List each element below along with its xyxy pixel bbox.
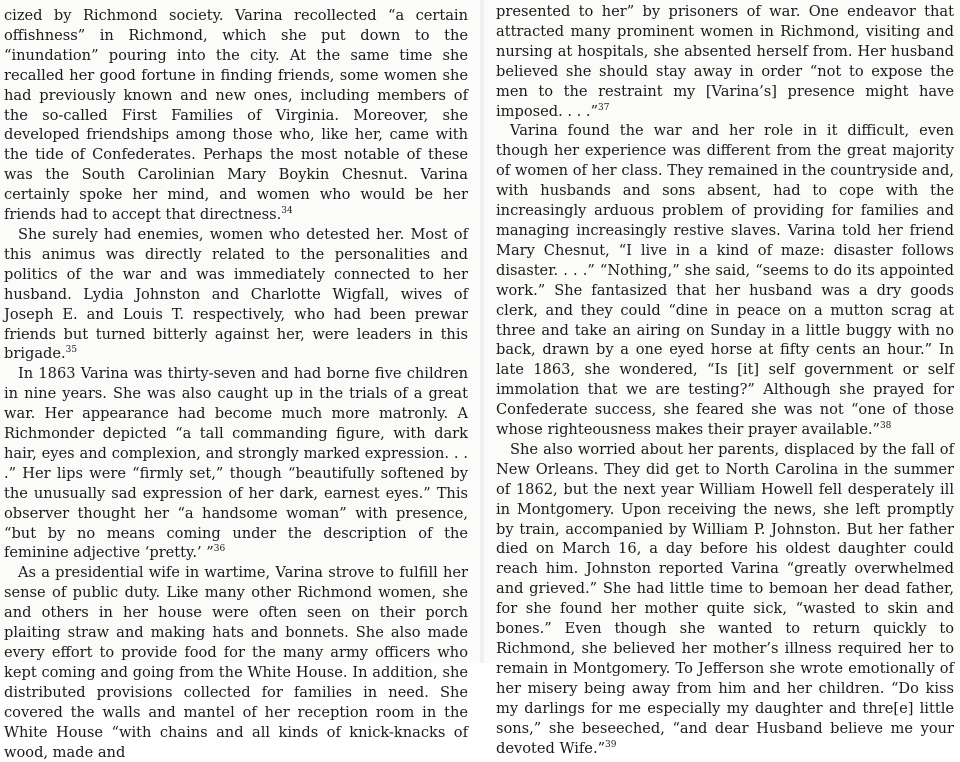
footnote-marker: 39 <box>605 739 617 750</box>
left-page <box>0 0 478 761</box>
book-gutter <box>478 0 486 663</box>
right-page <box>486 0 960 757</box>
footnote-marker: 35 <box>65 345 78 356</box>
footnote-marker: 38 <box>879 421 892 432</box>
footnote-marker: 37 <box>598 102 610 113</box>
paragraph: She surely had enemies, women who detested her. Most of this animus was directly related to the personalities and politics of the war and was immediately connected to her husband. Lydia Johnston and Charlotte Wigfall, wives of Joseph E. and Louis T. respectively, who had been prewar friends but turned bitterly against her, were leaders in this brigade.$^{35}$ <box>4 225 468 363</box>
paragraph: Varina found the war and her role in it difficult, even though her experience was different from the great majority of women of her class. They remained in the countryside and, with husbands and sons absent, had to cope with the increasingly arduous problem of providing for families and managing increasingly restive slaves. Varina told her friend Mary Chesnut, “I live in a kind of maze: disaster follows disaster. . . .” “Nothing,” she said, “seems to do its appointed work.” She fantasized that her husband was a dry goods clerk, and they could “dine in peace on a mutton scrag at three and take an airing on Sunday in a little buggy with no back, drawn by a one eyed horse at fifty cents an hour.” In late 1863, she wondered, “Is [it] self government or self immolation that we are testing?” Although she prayed for Confederate success, she feared she was not “one of those whose righteousness makes their prayer available.”$^{38}$ <box>496 122 954 439</box>
paragraph: cized by Richmond society. Varina recollected “a certain offishness” in Richmond, which she put down to the “inundation” pouring into the city. At the same time she recalled her good fortune in finding friends, some women she had previously known and new ones, including members of the so-called First Families of Virginia. Moreover, she developed friendships among those who, like her, came with the tide of Confederates. Perhaps the most notable of these was the South Carolinian Mary Boykin Chesnut. Varina certainly spoke her mind, and women who would be her friends had to accept that directness.$^{34}$ <box>4 7 468 224</box>
paragraph: She also worried about her parents, displaced by the fall of New Orleans. They did get to North Carolina in the summer of 1862, but the next year William Howell fell desperately ill in Montgomery. Upon receiving the news, she left promptly by train, accompanied by William P. Johnston. But her father died on March 16, a day before his oldest daughter could reach him. Johnston reported Varina “greatly overwhelmed and grieved.” She had little time to bemoan her dead father, for she found her mother quite sick, “wasted to skin and bones.” Even though she wanted to return quickly to Richmond, she believed her mother’s illness required her to remain in Montgomery. To Jefferson she wrote emotionally of her misery being away from him and her children. “Do kiss my darlings for me especially my daughter and thre[e] little sons,” she beseeched, “and dear Husband believe me your devoted Wife.”$^{39}$ <box>496 440 954 757</box>
footnote-marker: 36 <box>213 544 226 555</box>
paragraph: As a presidential wife in wartime, Varina strove to fulfill her sense of public duty. Like many other Richmond women, she and others in her house were often seen on their porch plaiting straw and making hats and bonnets. She also made every effort to provide food for the many army officers who kept coming and going from the White House. In addition, she distributed provisions collected for families in need. She covered the walls and mantel of her reception room in the White House “with chains and all kinds of knick-knacks of wood, made and <box>4 564 468 761</box>
paragraph: In 1863 Varina was thirty-seven and had borne five children in nine years. She was also caught up in the trials of a great war. Her appearance had become much more matronly. A Richmonder depicted “a tall commanding figure, with dark hair, eyes and complexion, and strongly marked expression. . . .” Her lips were “firmly set,” though “beautifully softened by the unusually sad expression of her dark, earnest eyes.” This observer thought her “a handsome woman” with presence, “but by no means coming under the description of the feminine adjective ‘pretty.’ ”$^{36}$ <box>4 365 468 562</box>
paragraph: presented to her” by prisoners of war. One endeavor that attracted many prominent women in Richmond, visiting and nursing at hospitals, she absented herself from. Her husband believed she should stay away in order “not to expose the men to the restraint my [Varina’s] presence might have imposed. . . .”$^{37}$ <box>496 3 954 120</box>
footnote-marker: 34 <box>281 206 293 217</box>
